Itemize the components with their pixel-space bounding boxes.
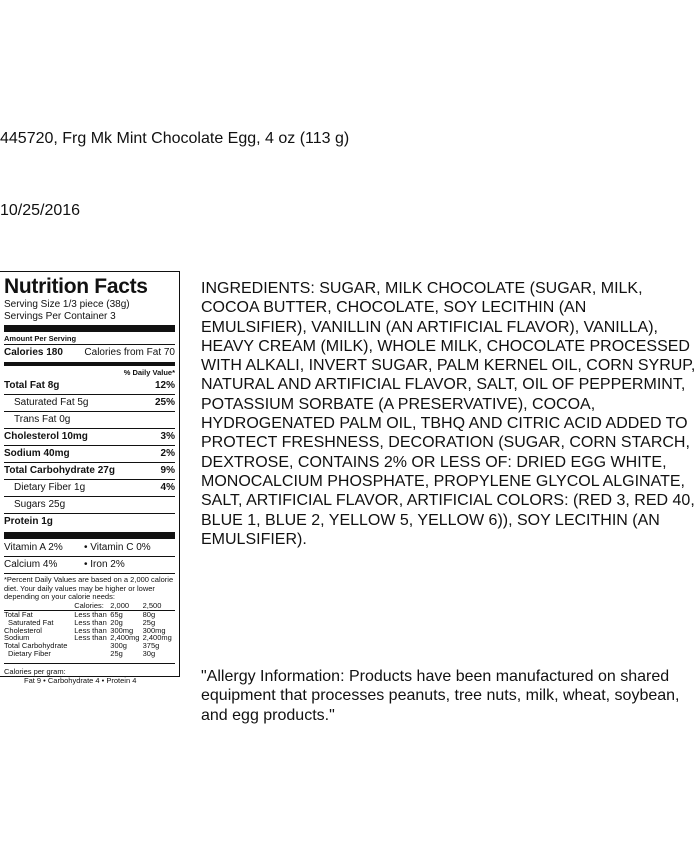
reference-cell: 300mg bbox=[110, 625, 134, 635]
reference-table-header bbox=[4, 602, 175, 610]
reference-cell: 20g bbox=[110, 617, 123, 627]
nutrient-label: Sugars 25g bbox=[14, 499, 66, 510]
nutrition-facts-panel bbox=[0, 271, 180, 685]
reference-cell: 25g bbox=[142, 617, 156, 627]
vitamin-value: Calcium 4% bbox=[4, 559, 58, 570]
nutrient-row bbox=[4, 445, 175, 462]
reference-cell: 2,400mg bbox=[110, 633, 140, 643]
nutrient-label: Protein 1g bbox=[4, 516, 53, 527]
nutrient-row bbox=[4, 411, 175, 428]
thick-divider bbox=[4, 532, 175, 539]
nutrient-row bbox=[4, 513, 175, 530]
nutrient-label: Sodium 40mg bbox=[4, 448, 70, 459]
medium-divider bbox=[4, 362, 175, 366]
nutrient-list bbox=[4, 378, 175, 530]
reference-cell: 30g bbox=[142, 649, 156, 659]
nutrient-label: Dietary Fiber 1g bbox=[14, 482, 86, 493]
reference-cell: 375g bbox=[142, 641, 160, 651]
vitamin-value: Vitamin A 2% bbox=[4, 542, 63, 553]
nutrient-daily-value: 2% bbox=[160, 448, 175, 459]
reference-cell: Less than bbox=[74, 633, 107, 643]
nutrient-label: Total Carbohydrate 27g bbox=[4, 465, 115, 476]
reference-cell: 300mg bbox=[142, 625, 166, 635]
calories-per-gram bbox=[4, 663, 175, 685]
date-text: 10/25/2016 bbox=[0, 202, 81, 219]
vitamin-value: • Vitamin C 0% bbox=[84, 542, 151, 553]
nutrition-facts-title: Nutrition Facts bbox=[4, 275, 148, 298]
reference-cell: Saturated Fat bbox=[8, 617, 54, 627]
calories-label: Calories 180 bbox=[4, 347, 63, 358]
nutrient-daily-value: 25% bbox=[154, 397, 175, 408]
reference-cell: Total Carbohydrate bbox=[4, 641, 68, 651]
reference-cell: 80g bbox=[142, 609, 156, 619]
reference-cell: 25g bbox=[110, 649, 123, 659]
nutrient-daily-value: 3% bbox=[160, 431, 175, 442]
reference-cell: Sodium bbox=[4, 633, 30, 643]
daily-value-footnote: *Percent Daily Values are based on a 2,000 calorie diet. Your daily values may be higher or lower depending on your calorie needs: bbox=[4, 575, 174, 602]
reference-cell: Cholesterol bbox=[4, 625, 42, 635]
nutrient-daily-value: 4% bbox=[160, 482, 175, 493]
nutrient-row bbox=[4, 378, 175, 394]
reference-cell: Total Fat bbox=[4, 609, 33, 619]
reference-cell: 300g bbox=[110, 641, 127, 651]
nutrient-label: Saturated Fat 5g bbox=[14, 397, 89, 408]
nutrient-row bbox=[4, 394, 175, 411]
calories-row bbox=[4, 344, 175, 361]
reference-cell: 2,400mg bbox=[142, 633, 172, 643]
reference-cell: Less than bbox=[74, 617, 107, 627]
reference-table bbox=[4, 602, 175, 658]
vitamin-value: • Iron 2% bbox=[84, 559, 125, 570]
servings-per-container: Servings Per Container 3 bbox=[4, 311, 116, 322]
nutrient-daily-value: 9% bbox=[160, 465, 175, 476]
calories-per-gram-values: Fat 9 • Carbohydrate 4 • Protein 4 bbox=[24, 676, 137, 685]
reference-header-cell: Calories: bbox=[74, 600, 104, 610]
nutrient-label: Trans Fat 0g bbox=[14, 414, 71, 425]
reference-row bbox=[4, 650, 175, 658]
nutrient-row bbox=[4, 496, 175, 513]
calories-from-fat: Calories from Fat 70 bbox=[84, 347, 175, 358]
nutrient-row bbox=[4, 479, 175, 496]
reference-header-cell: 2,500 bbox=[142, 600, 162, 610]
nutrient-row bbox=[4, 428, 175, 445]
reference-cell bbox=[74, 642, 110, 650]
vitamin-row bbox=[4, 540, 175, 556]
reference-header-cell bbox=[4, 602, 74, 610]
calories-per-gram-label: Calories per gram: bbox=[4, 667, 66, 676]
vitamin-list bbox=[4, 540, 175, 573]
serving-size: Serving Size 1/3 piece (38g) bbox=[4, 299, 130, 310]
nutrient-daily-value: 12% bbox=[154, 380, 175, 391]
product-title: 445720, Frg Mk Mint Chocolate Egg, 4 oz (113 g) bbox=[0, 130, 350, 147]
reference-cell: Less than bbox=[74, 609, 107, 619]
reference-cell: Dietary Fiber bbox=[8, 649, 51, 659]
reference-cell: 65g bbox=[110, 609, 123, 619]
thick-divider bbox=[4, 325, 175, 332]
nutrient-label: Total Fat 8g bbox=[4, 380, 60, 391]
nutrient-row bbox=[4, 462, 175, 479]
reference-cell bbox=[74, 650, 110, 658]
ingredients-text: INGREDIENTS: SUGAR, MILK CHOCOLATE (SUGAR, MILK, COCOA BUTTER, CHOCOLATE, SOY LECITHIN (AN EMULSIFIER), VANILLIN (AN ARTIFICIAL FLAVOR), VANILLA), HEAVY CREAM (MILK), WHOLE MILK, CHOCOLATE PROCESSED WITH ALKALI, INVERT SUGAR, PALM KERNEL OIL, CORN SYRUP, NATURAL AND ARTIFICIAL FLAVOR, SALT, OIL OF PEPPERMINT, POTASSIUM SORBATE (A PRESERVATIVE), COCOA, HYDROGENATED PALM OIL, TBHQ AND CITRIC ACID ADDED TO PROTECT FRESHNESS, DECORATION (SUGAR, CORN STARCH, DEXTROSE, CONTAINS 2% OR LESS OF: DRIED EGG WHITE, MONOCALCIUM PHOSPHATE, PROPYLENE GLYCOL ALGINATE, SALT, ARTIFICIAL FLAVOR, ARTIFICIAL COLORS: (RED 3, RED 40, BLUE 1, BLUE 2, YELLOW 5, YELLOW 6)), SOY LECITHIN (AN EMULSIFIER). bbox=[201, 280, 696, 548]
reference-cell: Less than bbox=[74, 625, 107, 635]
allergy-information: "Allergy Information: Products have been manufactured on shared equipment that processes peanuts, tree nuts, milk, wheat, soybean, and egg products." bbox=[201, 668, 680, 724]
vitamin-row bbox=[4, 556, 175, 573]
daily-value-header: % Daily Value* bbox=[123, 368, 175, 377]
reference-header-cell: 2,000 bbox=[110, 600, 130, 610]
nutrient-label: Cholesterol 10mg bbox=[4, 431, 88, 442]
amount-per-serving: Amount Per Serving bbox=[4, 334, 77, 343]
